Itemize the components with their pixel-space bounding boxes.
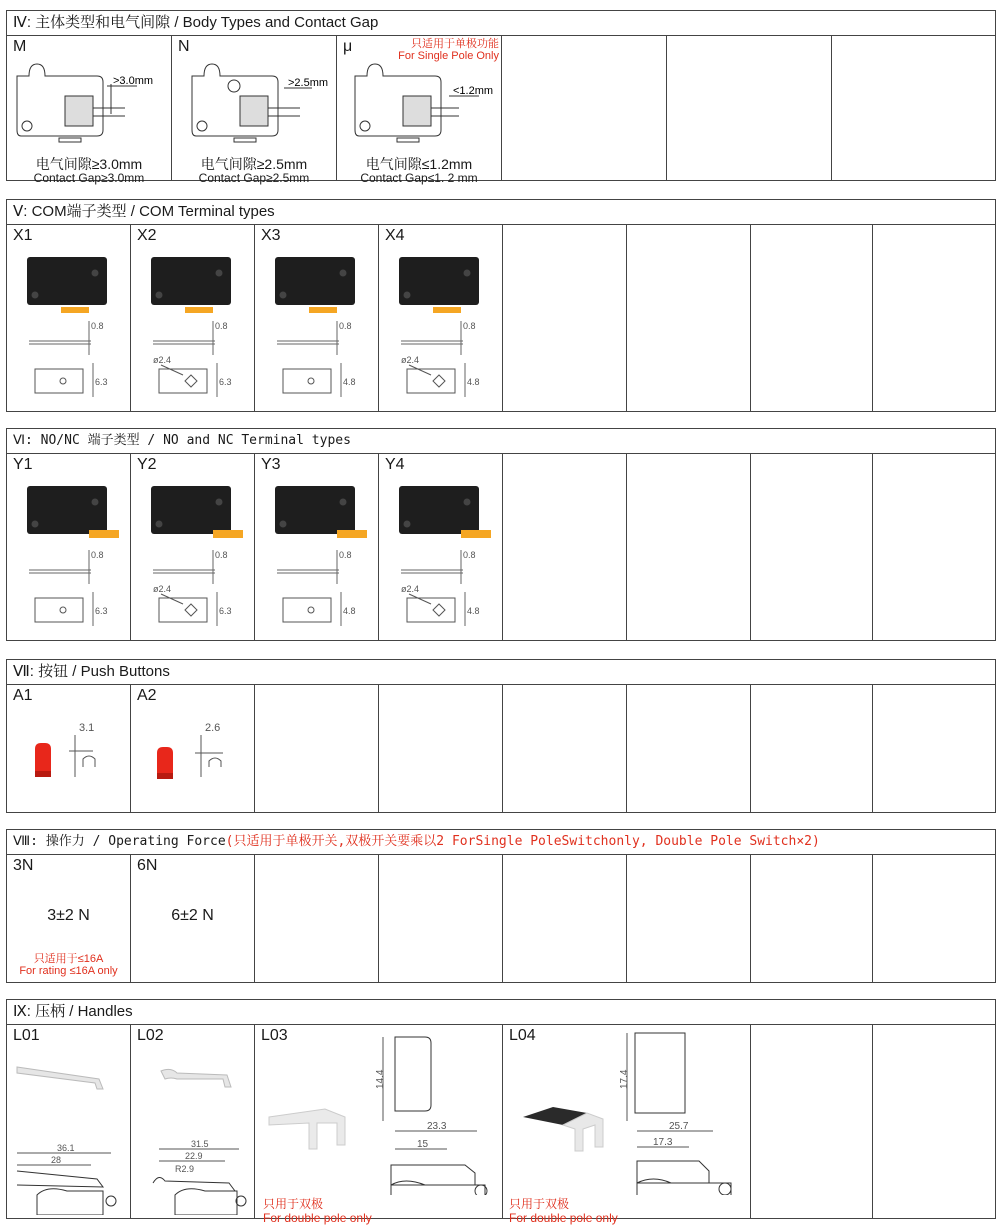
item-code: N (178, 38, 190, 55)
width-label: 4.8 (467, 606, 480, 616)
thickness-label: 0.8 (91, 550, 104, 560)
gap-label: >3.0mm (113, 75, 154, 87)
dim-label: 17.4 (619, 1069, 630, 1089)
note-en: For double pole only (263, 1211, 372, 1225)
thickness-label: 0.8 (463, 321, 476, 331)
thickness-label: 0.8 (215, 321, 228, 331)
section-handles (6, 999, 996, 1225)
caption-en: Contact Gap≥2.5mm (198, 171, 310, 185)
section-title: Ⅳ: 主体类型和电气间隙 / Body Types and Contact Gap (7, 11, 995, 36)
dim-label: 23.3 (427, 1121, 447, 1132)
dim-label: 25.7 (669, 1121, 689, 1132)
cell-terminal-X4 (379, 225, 503, 411)
hole-label: ø2.4 (153, 355, 172, 365)
empty-cell (627, 454, 751, 640)
cell-handle-L02 (131, 1025, 255, 1218)
item-code: X1 (13, 227, 33, 244)
empty-cell (751, 454, 873, 640)
dim-label: 17.3 (653, 1137, 673, 1148)
cell-terminal-Y1 (7, 454, 131, 640)
item-code: X3 (261, 227, 281, 244)
thickness-label: 0.8 (91, 321, 104, 331)
dim-label: 22.9 (185, 1151, 203, 1161)
dim-label: 3.1 (79, 722, 95, 734)
width-label: 4.8 (343, 606, 356, 616)
section-title-note: (只适用于单极开关,双极开关要乘以2 ForSingle PoleSwitchonly, Double Pole Switch×2) (225, 834, 820, 849)
section-title: Ⅴ: COM端子类型 / COM Terminal types (7, 200, 995, 225)
section-title: Ⅸ: 压柄 / Handles (7, 1000, 995, 1025)
section-no-nc-terminals (6, 428, 996, 641)
cell-body-N (172, 36, 337, 185)
section-push-buttons (6, 659, 996, 813)
section-title-main: Ⅷ: 操作力 / Operating Force (13, 834, 226, 849)
empty-cell (873, 454, 995, 640)
empty-cell (627, 225, 751, 411)
cell-terminal-Y2 (131, 454, 255, 640)
dim-label: 36.1 (57, 1143, 75, 1153)
terminal-drawing (131, 454, 255, 644)
item-code: L02 (137, 1027, 164, 1044)
empty-cell (751, 855, 873, 982)
thickness-label: 0.8 (339, 550, 352, 560)
hole-label: ø2.4 (401, 584, 420, 594)
caption-en: Contact Gap≤1. 2 mm (360, 171, 478, 185)
note-cn: 只适用于单极功能 (411, 38, 499, 50)
empty-cell (255, 685, 379, 812)
section-com-terminals (6, 199, 996, 412)
cell-terminal-X1 (7, 225, 131, 411)
empty-cell (873, 685, 995, 812)
terminal-drawing (7, 225, 131, 415)
terminal-drawing (255, 225, 379, 415)
empty-cell (503, 685, 627, 812)
note-en: For rating ≤16A only (19, 965, 118, 977)
item-code: Y3 (261, 456, 281, 473)
empty-cell (627, 855, 751, 982)
width-label: 6.3 (95, 377, 108, 387)
cell-force-3N (7, 855, 131, 982)
caption-en: Contact Gap≥3.0mm (33, 171, 145, 185)
note-en: For Single Pole Only (398, 50, 499, 62)
cell-force-6N (131, 855, 255, 982)
button-drawing (131, 705, 255, 805)
section-title: Ⅶ: 按钮 / Push Buttons (7, 660, 995, 685)
item-code: A2 (137, 687, 157, 704)
note-cn: 只适用于≤16A (33, 953, 104, 965)
item-code: 3N (13, 857, 34, 874)
dim-label: R2.9 (175, 1164, 195, 1174)
gap-label: >2.5mm (288, 77, 329, 89)
cell-handle-L01 (7, 1025, 131, 1218)
body-drawing (337, 54, 502, 154)
force-value: 3±2 N (47, 907, 90, 924)
cell-body-mu (337, 36, 502, 185)
terminal-drawing (255, 454, 379, 644)
section-title (7, 830, 995, 855)
empty-cell (379, 685, 503, 812)
button-drawing (7, 705, 131, 805)
width-label: 4.8 (467, 377, 480, 387)
cell-button-A1 (7, 685, 131, 812)
width-label: 6.3 (95, 606, 108, 616)
empty-cell (503, 855, 627, 982)
note-cn: 只用于双极 (509, 1197, 570, 1211)
width-label: 6.3 (219, 377, 232, 387)
thickness-label: 0.8 (463, 550, 476, 560)
dim-label: 28 (51, 1155, 62, 1165)
cell-body-M (7, 36, 172, 185)
cell-button-A2 (131, 685, 255, 812)
handle-drawing (131, 1045, 255, 1215)
dim-label: 15 (417, 1139, 429, 1150)
width-label: 6.3 (219, 606, 232, 616)
gap-label: <1.2mm (453, 85, 494, 97)
item-code: L03 (261, 1027, 288, 1044)
dim-label: 14.4 (375, 1069, 386, 1089)
cell-handle-L04 (503, 1025, 751, 1225)
empty-cell (873, 225, 995, 411)
cell-handle-L03 (255, 1025, 503, 1225)
item-code: A1 (13, 687, 33, 704)
terminal-drawing (379, 225, 503, 415)
terminal-drawing (131, 225, 255, 415)
section-title: Ⅵ: NO/NC 端子类型 / NO and NC Terminal types (7, 429, 995, 454)
dim-label: 31.5 (191, 1139, 209, 1149)
handle-drawing (255, 1025, 503, 1195)
item-code: L01 (13, 1027, 40, 1044)
thickness-label: 0.8 (215, 550, 228, 560)
item-code: X2 (137, 227, 157, 244)
empty-cell (503, 225, 627, 411)
empty-cell (379, 855, 503, 982)
item-code: L04 (509, 1027, 536, 1044)
terminal-drawing (7, 454, 131, 644)
item-code: X4 (385, 227, 405, 244)
caption-cn: 电气间隙≤1.2mm (365, 156, 473, 172)
note-en: For double pole only (509, 1211, 618, 1225)
note-cn: 只用于双极 (263, 1197, 324, 1211)
cell-terminal-Y4 (379, 454, 503, 640)
section-operating-force (6, 829, 996, 983)
empty-cell (503, 454, 627, 640)
cell-terminal-X2 (131, 225, 255, 411)
empty-cell (751, 225, 873, 411)
handle-drawing (503, 1025, 751, 1195)
empty-cell (667, 36, 832, 180)
force-value: 6±2 N (171, 907, 214, 924)
thickness-label: 0.8 (339, 321, 352, 331)
empty-cell (502, 36, 667, 180)
item-code: M (13, 38, 27, 55)
item-code: Y1 (13, 456, 33, 473)
caption-cn: 电气间隙≥3.0mm (35, 156, 143, 172)
hole-label: ø2.4 (153, 584, 172, 594)
empty-cell (627, 685, 751, 812)
hole-label: ø2.4 (401, 355, 420, 365)
section-body-types (6, 10, 996, 185)
empty-cell (873, 855, 995, 982)
body-drawing (7, 54, 172, 154)
empty-cell (751, 685, 873, 812)
cell-terminal-X3 (255, 225, 379, 411)
handle-drawing (7, 1045, 131, 1215)
item-code: Y4 (385, 456, 405, 473)
empty-cell (751, 1025, 873, 1218)
empty-cell (255, 855, 379, 982)
body-drawing (172, 54, 337, 154)
empty-cell (873, 1025, 995, 1218)
item-code: μ (343, 38, 353, 55)
item-code: 6N (137, 857, 158, 874)
dim-label: 2.6 (205, 722, 221, 734)
caption-cn: 电气间隙≥2.5mm (200, 156, 308, 172)
empty-cell (832, 36, 995, 180)
item-code: Y2 (137, 456, 157, 473)
cell-terminal-Y3 (255, 454, 379, 640)
terminal-drawing (379, 454, 503, 644)
width-label: 4.8 (343, 377, 356, 387)
